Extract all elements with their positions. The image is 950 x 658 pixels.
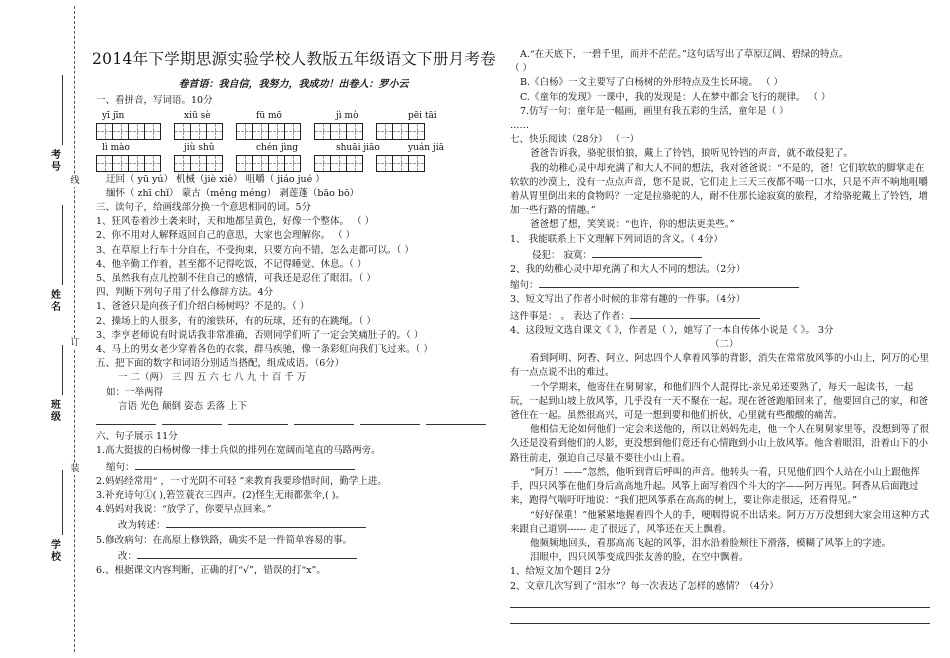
pinyin: chén jìng [256, 142, 299, 153]
exam-title: 2014年下学期思源实验学校人教版五年级语文下册月考卷 [92, 50, 497, 68]
student-name-label: 姓名 [51, 290, 61, 313]
passage-2-paragraph: 他频频地回头，看那高高飞起的风筝，泪水沿着脸颊往下滑落，模糊了风筝上的字迹。 [530, 537, 892, 549]
question-item: 1、 我能联系上下文理解下列词语的含义。（ 4分） [510, 233, 723, 245]
question-item: 5.修改病句：在高原上修铁路，确实不是一件简单容易的事。 [96, 534, 353, 546]
ellipsis: …… [510, 120, 529, 132]
exam-motto: 卷首语：我自信，我努力，我成功！出卷人：罗小云 [178, 79, 409, 91]
binding-word-bind: 装 [70, 464, 80, 474]
pinyin: pēi tāi [408, 110, 437, 121]
class-line [62, 345, 63, 395]
judge-item: A.“在天底下，一碧千里，而并不茫茫。”这句话写出了草原辽阔、碧绿的特点。 [520, 49, 849, 60]
question-item: 1.高大挺拔的白杨树像一排士兵似的排列在宽阔而笔直的马路两旁。 [96, 445, 381, 457]
answer-boxes-row-1 [96, 123, 491, 140]
question-item: 6.、根据课文内容判断，正确的打“√”，错误的打“x”。 [96, 565, 326, 577]
answer-line[interactable] [96, 459, 491, 475]
judge-item: （ ） [510, 63, 533, 75]
pinyin-row-1 [96, 109, 491, 122]
school-label: 学校 [51, 540, 61, 563]
question-item: 3、短文写出了作者小时候的非常有趣的一件事。（4分） [510, 294, 746, 306]
question-item: 1、爸爸只是向孩子们介绍白杨树吗？不是的。（ ） [96, 301, 310, 313]
school-line [62, 470, 63, 535]
number-list: 一 二（两） 三 四 五 六 七 八 九 十 百 千 万 [118, 372, 307, 384]
idiom-example: 如：一举两得 [106, 386, 164, 398]
pinyin: jiù shǔ [184, 142, 215, 153]
word-box[interactable] [96, 155, 160, 172]
answer-line[interactable] [96, 517, 491, 533]
question-item: 3.补充诗句①( ),箬笠蓑衣三四声。(2)怪生无雨都张伞,( )。 [96, 490, 345, 502]
word-box[interactable] [174, 123, 222, 140]
judge-item: B.《白杨》一文主要写了白杨树的外形特点及生长环境。 （ ） [520, 77, 784, 89]
question-item: 1、狂风卷着沙土袭来时，天和地都呈黄色，好像一个整体。 （ ） [96, 216, 375, 228]
judge-item: C.《童年的发现》一课中，我的发现是：人在梦中都会飞行的规律。 （ ） [520, 91, 831, 103]
section-4-heading: 四、判断下列句子用了什么修辞方法。4分 [96, 287, 274, 299]
word-box[interactable] [314, 155, 362, 172]
pinyin: lì mào [102, 142, 130, 153]
answer-line[interactable] [510, 277, 930, 293]
section-7-heading: 七、快乐阅读（28分） （一） [510, 134, 640, 146]
word-box[interactable] [174, 155, 222, 172]
left-column [92, 50, 497, 578]
passage-1-paragraph: 爸爸想了想，笑笑说：“也许，你的想法更美些。” [530, 219, 735, 231]
answer-line[interactable] [510, 247, 930, 263]
pronunciation-item: 缅怀（ zhī chǐ） 蒙古（měng méng） 剥莲蓬（bāo bō） [106, 187, 360, 199]
exam-number-line [62, 75, 63, 145]
question-item: 3、在草原上行车十分自在，不受拘束，只要方向不错，怎么走都可以。（ ） [96, 244, 414, 256]
pinyin: xiū sè [184, 110, 211, 121]
answer-prompt: 缩句： [106, 461, 135, 473]
section-5-heading: 五、把下面的数字和词语分别适当搭配，组成成语。（6分） [96, 358, 345, 370]
binding-word-line: 线 [70, 176, 80, 186]
binding-word-staple: 订 [70, 338, 80, 348]
pronunciation-item: 迂回（ yū yú） 机械（jiè xiè） 咀嚼（ jiáo jué ） [106, 173, 325, 185]
part-2-heading: （二） [710, 339, 739, 351]
question-item: 4.妈妈对我说：“放学了，你要早点回来。” [96, 504, 272, 516]
word-box[interactable] [96, 123, 160, 140]
idiom-answer-blanks[interactable] [96, 414, 491, 430]
answer-rule[interactable] [510, 594, 930, 608]
answer-prompt: 这件事是： 。 表达了作者： [510, 310, 631, 322]
imitation-item: 7.仿写一句：童年是一幅画，画里有我五彩的生活，童年是（ ） [520, 105, 789, 117]
passage-2-paragraph: “阿万！——”忽然，他听到背后呼叫的声音。他转头一看，只见他们四个人站在小山上跟他挥手，四只风筝在他们身后高高地升起。风筝上面写着四个斗大的字——阿万再见。阿香从后面跑过来，跑得气喘吁吁地说：“我们把风筝系在高高的树上，要让你走很远，还看得见。” [510, 466, 920, 507]
word-box[interactable] [236, 155, 300, 172]
question-item: 2.妈妈经常用“ ，一寸光阴不可轻 ”来教育我要珍惜时间，勤学上进。 [96, 475, 387, 487]
pinyin: fū mō [256, 110, 282, 121]
answer-rule[interactable] [510, 610, 930, 624]
question-item: 3、李亨老师说有时说话我非常准确，否则同学们听了一定会笑痛肚子的。（ ） [96, 329, 424, 341]
student-name-line [62, 205, 63, 285]
passage-2-paragraph: 一个学期来，他寄住在舅舅家，和他们四个人混得比-亲兄弟还要熟了，每天一起读书，一起玩，一起到山坡上放风筝，几乎没有一天不聚在一起。现在爸爸跑船回来了，他要回自己的家，和爸爸住在一起。虽然很高兴，可是一想到要和他们折伙，心里就有些酸酸的痛苦。 [510, 381, 929, 422]
right-column [510, 48, 930, 626]
question-item: 4、他辛勤工作着，甚至都不记得吃饭，不记得睡觉、休息。（ ） [96, 258, 367, 270]
class-label: 班级 [51, 400, 61, 423]
question-item: 4、马上的男女老少穿着各色的衣裳，群马疾驰，像一条彩虹向我们飞过来。（ ） [96, 344, 433, 356]
pinyin: yuán jiā [408, 142, 444, 153]
answer-boxes-row-2 [96, 155, 491, 172]
passage-2-paragraph: 看到阿明、阿香、阿立、阿忠四个人拿着风筝的背影，消失在常常放风筝的小山上，阿万的心里有一点点说不出的难过。 [510, 353, 930, 379]
word-box[interactable] [314, 123, 362, 140]
question-item: 2、你不用对人解释返回自己的意思，大家也会理解你。 （ ） [96, 230, 356, 242]
question-item: 1、给短文加个题目 2分 [510, 566, 611, 578]
answer-prompt: 侵犯： 寂寞： [532, 249, 593, 261]
section-1-heading: 一、看拼音，写词语。10分 [96, 95, 213, 107]
binding-margin [0, 0, 88, 658]
passage-2-paragraph: “好好保重！”他紧紧地握着四个人的手，哽咽得说不出话来。阿万万万没想到大家会用这种方式来跟自己道别------ 走了很远了，风筝还在天上飘着。 [510, 509, 930, 535]
section-6-heading: 六、句子展示 11分 [96, 431, 178, 443]
word-box[interactable] [376, 123, 424, 140]
question-item: 4、这段短文选自课文《 》，作者是（ ），她写了一本自传体小说是《 》。 3分 [510, 324, 834, 336]
pinyin: shuāi jiāo [336, 142, 380, 153]
answer-line[interactable] [96, 548, 491, 564]
question-item: 2、操场上的人很多，有的滚铁环，有的玩球，还有的在跳绳。（ ） [96, 315, 376, 327]
answer-prompt: 缩句： [510, 280, 539, 292]
exam-number-label: 考号 [51, 150, 61, 173]
section-3-heading: 三、读句子，给画线部分换一个意思相同的词。5分 [96, 202, 312, 214]
binding-dashed-line [74, 6, 75, 652]
pinyin: yī jīn [102, 110, 125, 121]
question-item: 2、文章几次写到了“泪水”？每一次表达了怎样的感情？（4分） [510, 580, 779, 592]
answer-line[interactable] [510, 308, 930, 324]
word-box[interactable] [236, 123, 300, 140]
passage-2-paragraph: 泪眼中，四只风筝变成四张友善的脸，在空中飘着。 [530, 552, 749, 564]
passage-1-paragraph: 爸爸告诉我，骆驼很怕狼，戴上了铃铛，狼听见铃铛的声音，就不敢侵犯了。 [530, 148, 854, 160]
answer-prompt: 改： [118, 550, 138, 562]
question-item: 2、我的幼稚心灵中却充满了和大人不同的想法。（2分） [510, 264, 746, 276]
answer-prompt: 改为转述： [118, 520, 166, 532]
word-list: 言语 光色 颠倒 姿态 丢落 上下 [118, 400, 248, 412]
question-item: 5、虽然我有点儿控制不住自己的感情，可我还是忍住了眼泪。（ ） [96, 273, 376, 285]
word-box[interactable] [376, 155, 424, 172]
pinyin: jì mò [336, 110, 359, 121]
passage-1-paragraph: 我的幼稚心灵中却充满了和大人不同的想法，我对爸爸说：“不是的，爸！它们软软的脚掌走在软软的沙漠上，没有一点点声音，您不是说，它们走上三天三夜都不喝一口水，只是不声不响地咀嚼着从胃里倒出来的食物吗？一定是拉骆驼的人，耐不住那长途寂寞的旅程，才给骆驼戴上了铃铛，增加一些行路的情趣。” [510, 162, 929, 217]
passage-2-paragraph: 他相信无论如何他们一定会来送他的，所以让妈妈先走，他一个人在舅舅家里等，没想到等了很久还是没看到他们的人影，更没想到他们竟还有心情跑到小山上放风筝。他含着眼泪，沿着山下的小路往前走，强迫自己尽量不要往小山上看。 [510, 424, 930, 464]
pinyin-row-2 [96, 141, 491, 154]
